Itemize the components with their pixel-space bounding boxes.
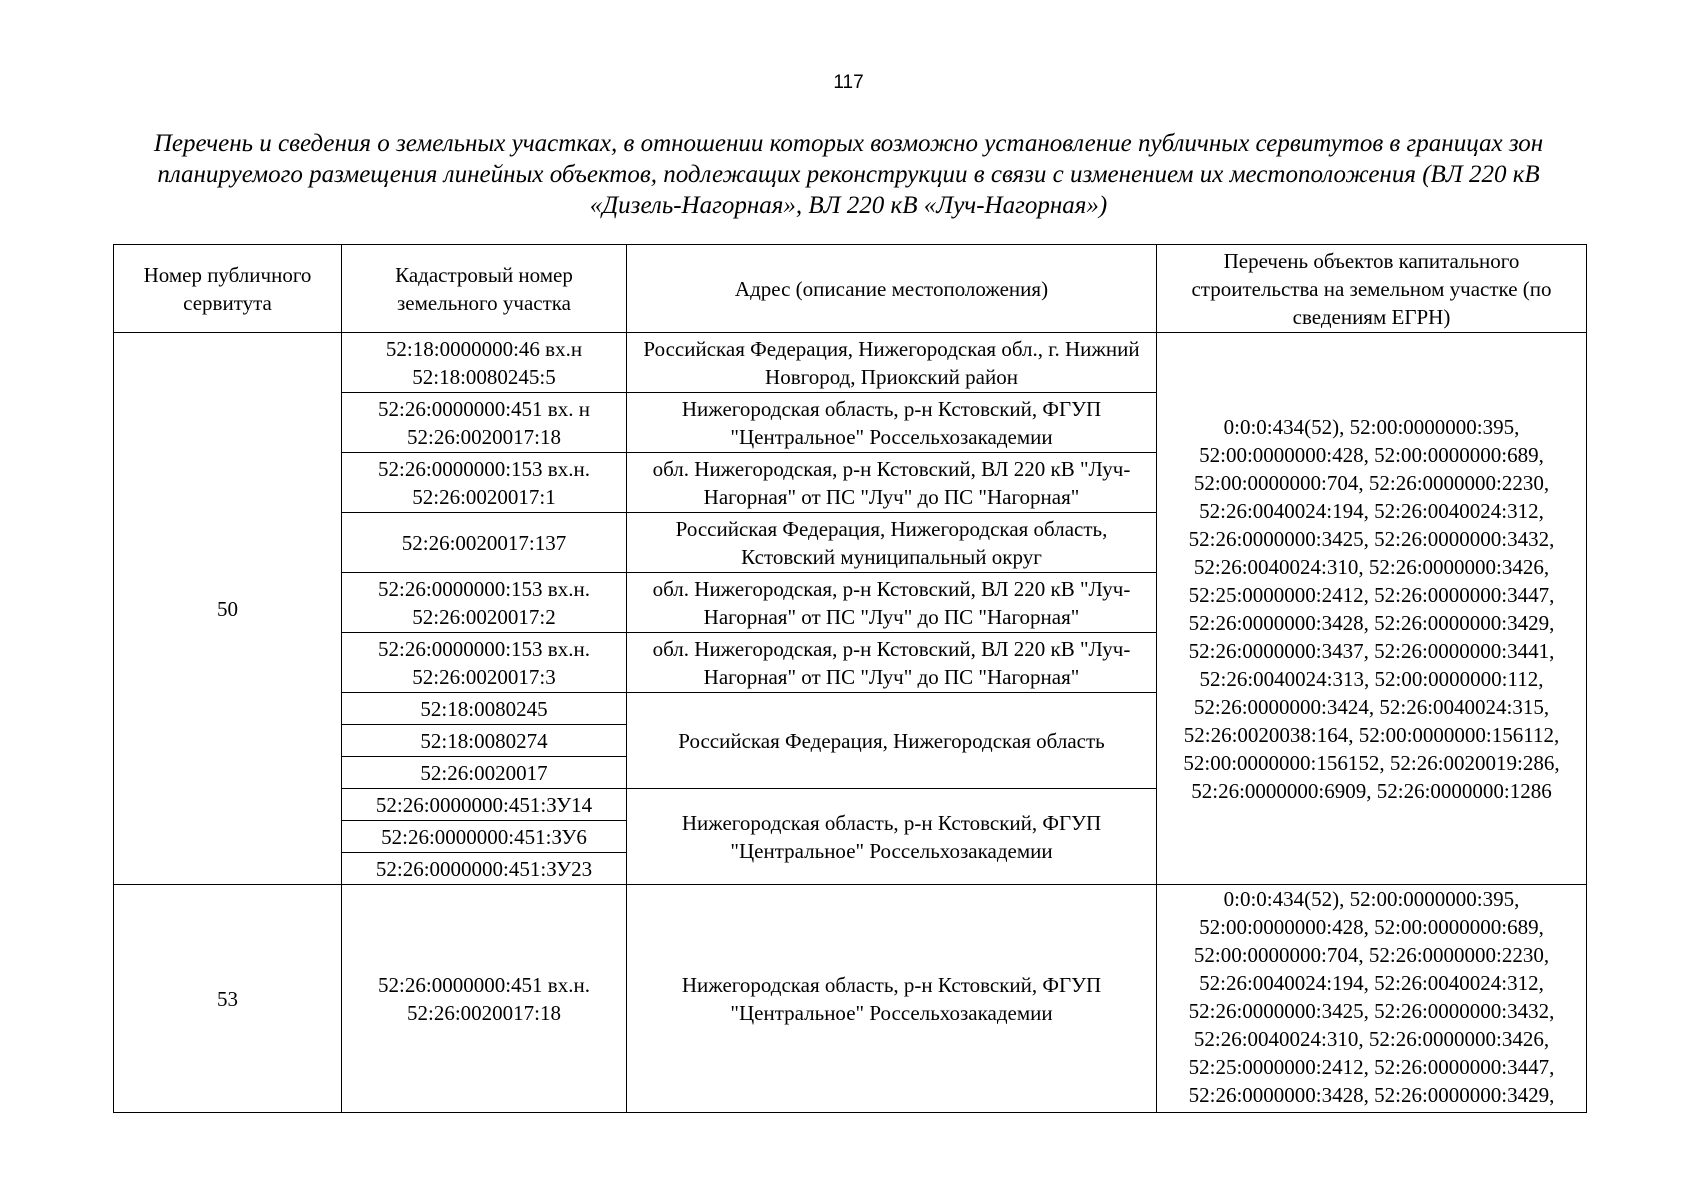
cadastral-cell: 52:26:0020017 xyxy=(342,757,627,789)
header-cadastral-number: Кадастровый номер земельного участка xyxy=(342,245,627,333)
servitude-table xyxy=(113,244,1587,1113)
header-servitude-number: Номер публичного сервитута xyxy=(114,245,342,333)
address-cell: Нижегородская область, р-н Кстовский, ФГУП "Центральное" Россельхозакадемии xyxy=(627,789,1157,885)
cadastral-cell: 52:18:0000000:46 вх.н 52:18:0080245:5 xyxy=(342,333,627,393)
cadastral-cell: 52:18:0080245 xyxy=(342,693,627,725)
cadastral-cell: 52:26:0000000:153 вх.н. 52:26:0020017:2 xyxy=(342,573,627,633)
address-cell: Российская Федерация, Нижегородская область, Кстовский муниципальный округ xyxy=(627,513,1157,573)
capital-objects-cell: 0:0:0:434(52), 52:00:0000000:395, 52:00:0000000:428, 52:00:0000000:689, 52:00:0000000:704, 52:26:0000000:2230, 52:26:0040024:194, 52:26:0040024:312, 52:26:0000000:3425, 52:26:0000000:3432, 52:26:0040024:310, 52:26:0000000:3426, 52:25:0000000:2412, 52:26:0000000:3447, 52:26:0000000:3428, 52:26:0000000:3429, 52:26:0000000:3437, 52:26:0000000:3441, 52:26:0040024:313, 52:00:0000000:112, 52:26:0000000:3424, 52:26:0040024:315, 52:26:0020038:164, 52:00:0000000:156112, 52:00:0000000:156152, 52:26:0020019:286, 52:26:0000000:6909, 52:26:0000000:1286 xyxy=(1157,333,1587,885)
table-row xyxy=(114,333,1587,393)
cadastral-cell: 52:18:0080274 xyxy=(342,725,627,757)
cadastral-cell: 52:26:0000000:451:ЗУ14 xyxy=(342,789,627,821)
servitude-number-cell: 53 xyxy=(114,885,342,1113)
cadastral-cell: 52:26:0000000:153 вх.н. 52:26:0020017:1 xyxy=(342,453,627,513)
capital-objects-cell: 0:0:0:434(52), 52:00:0000000:395, 52:00:0000000:428, 52:00:0000000:689, 52:00:0000000:704, 52:26:0000000:2230, 52:26:0040024:194, 52:26:0040024:312, 52:26:0000000:3425, 52:26:0000000:3432, 52:26:0040024:310, 52:26:0000000:3426, 52:25:0000000:2412, 52:26:0000000:3447, 52:26:0000000:3428, 52:26:0000000:3429, xyxy=(1157,885,1587,1113)
header-address: Адрес (описание местоположения) xyxy=(627,245,1157,333)
document-title: Перечень и сведения о земельных участках, в отношении которых возможно установление публичных сервитутов в границах зон планируемого размещения линейных объектов, подлежащих реконструкции в связи с изменением их местоположения (ВЛ 220 кВ «Дизель-Нагорная», ВЛ 220 кВ «Луч-Нагорная») xyxy=(153,130,1544,219)
cadastral-cell: 52:26:0000000:153 вх.н. 52:26:0020017:3 xyxy=(342,633,627,693)
table-header-row xyxy=(114,245,1587,333)
servitude-number-cell: 50 xyxy=(114,333,342,885)
page-number: 117 xyxy=(833,72,864,93)
cadastral-cell: 52:26:0000000:451 вх. н 52:26:0020017:18 xyxy=(342,393,627,453)
cadastral-cell: 52:26:0000000:451:ЗУ23 xyxy=(342,853,627,885)
address-cell: обл. Нижегородская, р-н Кстовский, ВЛ 220 кВ "Луч-Нагорная" от ПС "Луч" до ПС "Нагорная" xyxy=(627,633,1157,693)
address-cell: Нижегородская область, р-н Кстовский, ФГУП "Центральное" Россельхозакадемии xyxy=(627,885,1157,1113)
address-cell: Нижегородская область, р-н Кстовский, ФГУП "Центральное" Россельхозакадемии xyxy=(627,393,1157,453)
header-capital-objects: Перечень объектов капитального строительства на земельном участке (по сведениям ЕГРН) xyxy=(1157,245,1587,333)
address-cell: Российская Федерация, Нижегородская область xyxy=(627,693,1157,789)
address-cell: Российская Федерация, Нижегородская обл., г. Нижний Новгород, Приокский район xyxy=(627,333,1157,393)
cadastral-cell: 52:26:0000000:451 вх.н. 52:26:0020017:18 xyxy=(342,885,627,1113)
address-cell: обл. Нижегородская, р-н Кстовский, ВЛ 220 кВ "Луч-Нагорная" от ПС "Луч" до ПС "Нагорная" xyxy=(627,453,1157,513)
cadastral-cell: 52:26:0000000:451:ЗУ6 xyxy=(342,821,627,853)
table-row xyxy=(114,885,1587,1113)
cadastral-cell: 52:26:0020017:137 xyxy=(342,513,627,573)
address-cell: обл. Нижегородская, р-н Кстовский, ВЛ 220 кВ "Луч-Нагорная" от ПС "Луч" до ПС "Нагорная" xyxy=(627,573,1157,633)
